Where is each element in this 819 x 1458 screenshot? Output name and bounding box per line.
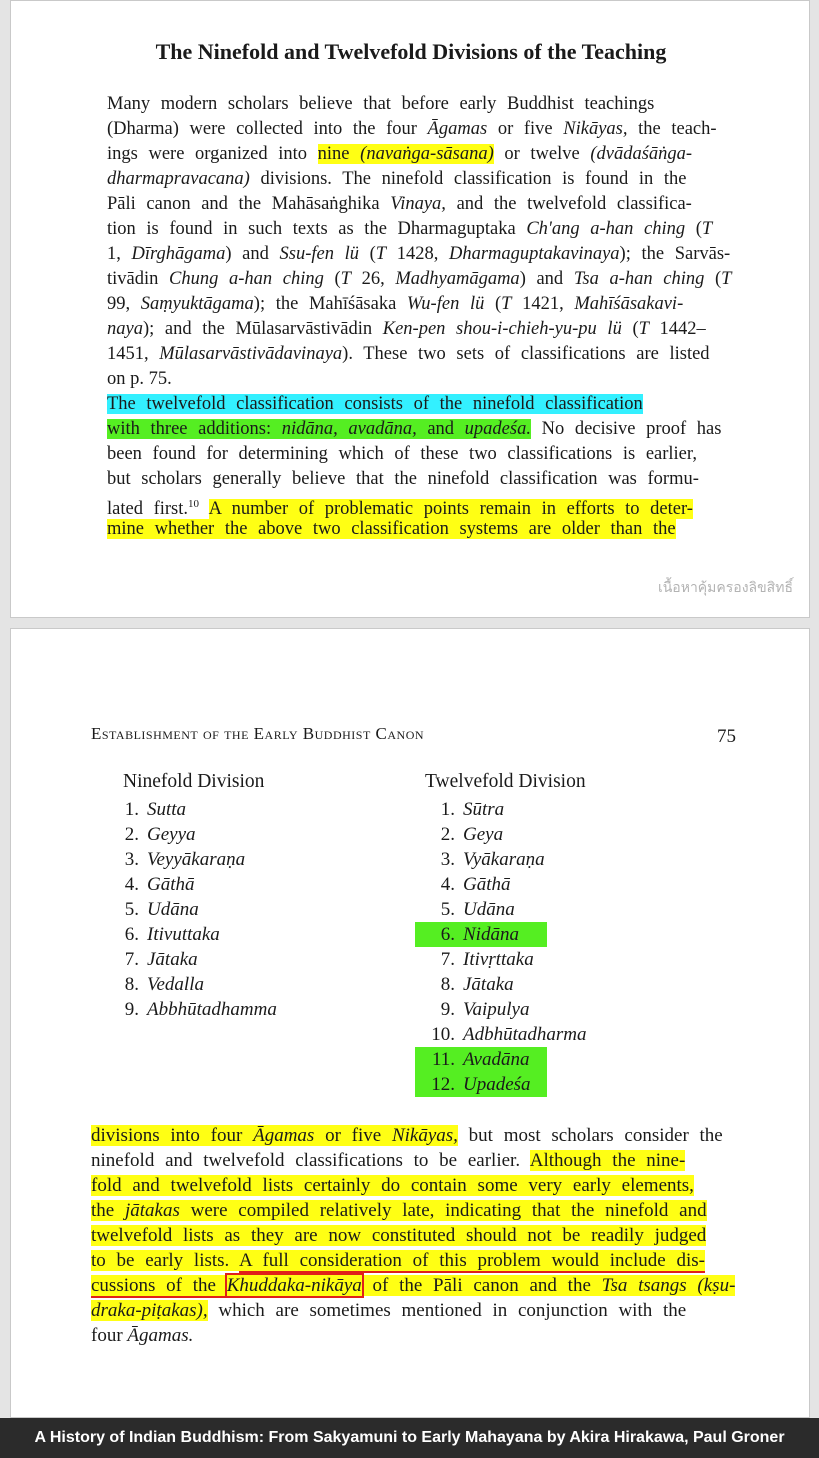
text-line xyxy=(107,467,699,492)
list-item xyxy=(101,997,277,1022)
text-span: T xyxy=(721,269,732,289)
text-span: T xyxy=(340,269,351,289)
list-item-name: Avadāna xyxy=(463,1049,530,1070)
text-span: T xyxy=(638,319,649,339)
list-item-name: Geya xyxy=(463,824,504,845)
list-item xyxy=(415,1072,547,1097)
text-span: Vinaya, xyxy=(390,194,446,214)
text-span: on p. 75. xyxy=(107,369,172,389)
text-span: 1428, xyxy=(386,244,449,264)
list-item-number: 8. xyxy=(440,974,455,995)
text-span: which are sometimes mentioned in conjunction with the xyxy=(207,1300,687,1321)
list-item-name: Gāthā xyxy=(147,874,195,895)
text-span: Many modern scholars believe that before early Buddhist teachings xyxy=(107,94,655,114)
text-span: ); and the Mūlasarvāstivādin xyxy=(142,319,383,339)
text-line xyxy=(107,92,654,117)
text-span: No decisive proof has xyxy=(530,419,722,439)
text-span: jātakas xyxy=(124,1200,180,1221)
list-item xyxy=(101,872,195,897)
list-item-number: 1. xyxy=(440,799,455,820)
text-span: Wu-fen lü xyxy=(406,294,485,314)
list-item-number: 5. xyxy=(124,899,139,920)
text-span: Pāli canon and the Mahāsaṅghika xyxy=(107,194,391,214)
list-item-name: Sūtra xyxy=(463,799,505,820)
twelvefold-heading: Twelvefold Division xyxy=(425,771,586,792)
text-span: T xyxy=(501,294,512,314)
text-span: the teach- xyxy=(627,119,717,139)
text-span: draka-piṭakas), xyxy=(91,1300,208,1321)
list-item xyxy=(415,847,545,872)
text-span: but scholars generally believe that the ninefold classification was formu- xyxy=(107,469,699,489)
text-span: of the Pāli canon and the xyxy=(361,1275,602,1296)
text-line xyxy=(91,1298,686,1323)
list-item-name: Udāna xyxy=(147,899,199,920)
text-line xyxy=(91,1173,694,1198)
text-span: tivādin xyxy=(107,269,170,289)
list-item xyxy=(101,822,196,847)
text-span: Madhyamāgama xyxy=(395,269,520,289)
text-span: upadeśa. xyxy=(464,419,531,439)
text-span: been found for determining which of these two classifications is earlier, xyxy=(107,444,697,464)
list-item-number: 8. xyxy=(124,974,139,995)
list-item xyxy=(415,922,547,947)
text-span: Dīrghāgama xyxy=(131,244,226,264)
text-span: or five xyxy=(314,1125,392,1146)
list-item-number: 6. xyxy=(440,924,455,945)
text-line xyxy=(107,267,731,292)
text-span: but most scholars consider the xyxy=(457,1125,723,1146)
text-span: twelvefold lists as they are now constituted should not be readily judged xyxy=(91,1225,707,1246)
text-line xyxy=(107,192,692,217)
text-span: cussions of the xyxy=(91,1275,227,1296)
text-span: Nikāyas, xyxy=(563,119,628,139)
list-item-name: Adbhūtadharma xyxy=(463,1024,587,1045)
text-span: divisions. The ninefold classification is found in the xyxy=(249,169,687,189)
list-item-number: 9. xyxy=(440,999,455,1020)
text-span: A full consideration of this problem would include dis- xyxy=(239,1250,705,1271)
text-span: divisions into four xyxy=(91,1125,254,1146)
text-span: Āgamas xyxy=(427,119,488,139)
list-item-name: Sutta xyxy=(147,799,187,820)
text-line xyxy=(107,392,643,417)
list-item xyxy=(415,947,534,972)
text-span: naya xyxy=(107,319,143,339)
text-span: Āgamas. xyxy=(127,1325,194,1346)
list-item xyxy=(415,1047,547,1072)
text-span xyxy=(199,499,209,519)
text-line xyxy=(91,1123,723,1148)
book-page-top xyxy=(10,0,810,618)
list-item-number: 4. xyxy=(124,874,139,895)
list-item-name: Abbhūtadhamma xyxy=(147,999,277,1020)
list-item-name: Veyyākaraṇa xyxy=(147,849,246,870)
text-line xyxy=(107,242,730,267)
text-line xyxy=(107,367,172,392)
text-span: Mūlasarvāstivādavinaya xyxy=(159,344,343,364)
list-item xyxy=(415,872,511,897)
text-span: fold and twelvefold lists certainly do contain some very early elements, xyxy=(91,1175,694,1196)
text-span: ninefold and twelvefold classifications to be earlier. xyxy=(91,1150,530,1171)
text-span: Mahīśāsakavi- xyxy=(574,294,684,314)
section-title: The Ninefold and Twelvefold Divisions of the Teaching xyxy=(155,39,667,64)
text-span: or twelve xyxy=(493,144,591,164)
text-span: ( xyxy=(685,219,702,239)
text-line xyxy=(107,292,683,317)
ninefold-heading: Ninefold Division xyxy=(123,771,265,792)
text-span: ). These two sets of classifications are listed xyxy=(342,344,710,364)
list-item xyxy=(101,947,198,972)
text-line xyxy=(91,1148,685,1173)
text-span: Dharmaguptakavinaya xyxy=(448,244,620,264)
text-line xyxy=(91,1198,707,1223)
text-span: ( xyxy=(704,269,722,289)
text-span: T xyxy=(701,219,713,239)
text-line xyxy=(107,117,717,142)
text-span: ) and xyxy=(225,244,280,264)
text-line xyxy=(91,1273,735,1298)
list-item-name: Geyya xyxy=(147,824,196,845)
list-item xyxy=(415,897,515,922)
list-item xyxy=(415,822,503,847)
text-line xyxy=(107,342,710,367)
text-line xyxy=(91,1323,193,1348)
list-item xyxy=(101,897,199,922)
text-line xyxy=(91,1248,705,1273)
list-item-number: 5. xyxy=(440,899,455,920)
list-item-number: 7. xyxy=(124,949,139,970)
text-span: Tsa a-han ching xyxy=(573,269,705,289)
text-line xyxy=(107,442,697,467)
text-span: were compiled relatively late, indicating that the ninefold and xyxy=(179,1200,707,1221)
text-span: nidāna, avadāna, xyxy=(281,419,417,439)
text-span: nine xyxy=(317,144,361,164)
text-span: T xyxy=(375,244,387,264)
list-item-number: 3. xyxy=(124,849,139,870)
running-head: Establishment of the Early Buddhist Canon xyxy=(91,724,425,743)
text-span: 26, xyxy=(350,269,396,289)
list-item-name: Gāthā xyxy=(463,874,511,895)
book-citation-footer: A History of Indian Buddhism: From Sakyamuni to Early Mahayana by Akira Hirakawa, Paul Groner xyxy=(0,1418,819,1458)
text-span: ings were organized into xyxy=(107,144,318,164)
text-line xyxy=(107,417,721,442)
text-span: mine whether the above two classification systems are older than the xyxy=(107,519,676,539)
text-span: The twelvefold classification consists of the ninefold classification xyxy=(107,394,643,414)
list-item xyxy=(415,972,514,997)
text-span: four xyxy=(91,1325,128,1346)
text-span: Tsa tsangs (kṣu- xyxy=(601,1275,736,1296)
text-span: Saṃyuktāgama xyxy=(140,294,254,314)
list-item xyxy=(101,797,186,822)
text-span: ) and xyxy=(519,269,574,289)
text-span: A number of problematic points remain in efforts to deter- xyxy=(208,499,693,519)
text-span: Ssu-fen lü xyxy=(279,244,359,264)
list-item-name: Itivṛttaka xyxy=(463,949,534,970)
text-line xyxy=(107,217,712,242)
list-item-number: 7. xyxy=(440,949,455,970)
watermark: เนื้อหาคุ้มครองลิขสิทธิ์ xyxy=(657,580,793,596)
book-page-bottom xyxy=(10,628,810,1418)
list-item xyxy=(415,797,504,822)
list-item xyxy=(101,847,245,872)
text-span: ( xyxy=(323,269,341,289)
list-item-number: 3. xyxy=(440,849,455,870)
text-line xyxy=(107,317,706,342)
text-span: lated first. xyxy=(107,499,189,519)
text-span: and the twelvefold classifica- xyxy=(445,194,692,214)
list-item-name: Jātaka xyxy=(147,949,198,970)
text-span: ( xyxy=(358,244,376,264)
text-line xyxy=(107,142,692,167)
list-item-name: Itivuttaka xyxy=(147,924,220,945)
text-span: tion is found in such texts as the Dharmaguptaka xyxy=(107,219,527,239)
list-item-number: 4. xyxy=(440,874,455,895)
text-span: with three additions: xyxy=(107,419,282,439)
text-span: ); the Sarvās- xyxy=(619,244,731,264)
list-item xyxy=(415,1022,587,1047)
list-item-number: 2. xyxy=(124,824,139,845)
list-item-name: Jātaka xyxy=(463,974,514,995)
text-span: ); the Mahīśāsaka xyxy=(253,294,407,314)
list-item-number: 9. xyxy=(124,999,139,1020)
text-span: 99, xyxy=(107,294,141,314)
text-span: Ch'ang a-han ching xyxy=(526,219,686,239)
footnote-ref: 10 xyxy=(188,498,200,510)
list-item-number: 11. xyxy=(431,1049,455,1070)
text-line xyxy=(107,167,686,192)
list-item-number: 6. xyxy=(124,924,139,945)
text-span: Although the nine- xyxy=(529,1150,686,1171)
list-item-name: Nidāna xyxy=(463,924,519,945)
text-span: dharmapravacana) xyxy=(107,169,250,189)
text-span: ( xyxy=(621,319,639,339)
list-item-number: 1. xyxy=(124,799,139,820)
list-item xyxy=(101,972,204,997)
text-span: ( xyxy=(484,294,502,314)
list-item-number: 12. xyxy=(431,1074,455,1095)
text-line xyxy=(107,517,676,542)
text-span: Ken-pen shou-i-chieh-yu-pu lü xyxy=(382,319,622,339)
text-span: the xyxy=(91,1200,125,1221)
text-span: or five xyxy=(487,119,564,139)
list-item xyxy=(101,922,220,947)
list-item-name: Vedalla xyxy=(147,974,204,995)
boxed-term: Khuddaka-nikāya xyxy=(226,1275,362,1296)
text-span: to be early lists. xyxy=(91,1250,240,1271)
text-span: 1451, xyxy=(107,344,160,364)
list-item-name: Vaipulya xyxy=(463,999,530,1020)
text-span: Chung a-han ching xyxy=(169,269,324,289)
text-span: Āgamas xyxy=(253,1125,315,1146)
text-span: (dvādaśāṅga- xyxy=(590,144,693,164)
list-item-number: 10. xyxy=(431,1024,455,1045)
text-span: (Dharma) were collected into the four xyxy=(107,119,428,139)
text-span: Nikāyas, xyxy=(391,1125,458,1146)
list-item-name: Udāna xyxy=(463,899,515,920)
text-span: (navaṅga-sāsana) xyxy=(360,144,494,164)
text-span: 1442– xyxy=(648,319,706,339)
text-line xyxy=(91,1223,706,1248)
page-number: 75 xyxy=(717,726,736,747)
list-item xyxy=(415,997,530,1022)
text-span: and xyxy=(416,419,465,439)
list-item-name: Vyākaraṇa xyxy=(463,849,545,870)
text-span: 1, xyxy=(107,244,132,264)
text-span: 1421, xyxy=(511,294,575,314)
list-item-name: Upadeśa xyxy=(463,1074,531,1095)
list-item-number: 2. xyxy=(440,824,455,845)
